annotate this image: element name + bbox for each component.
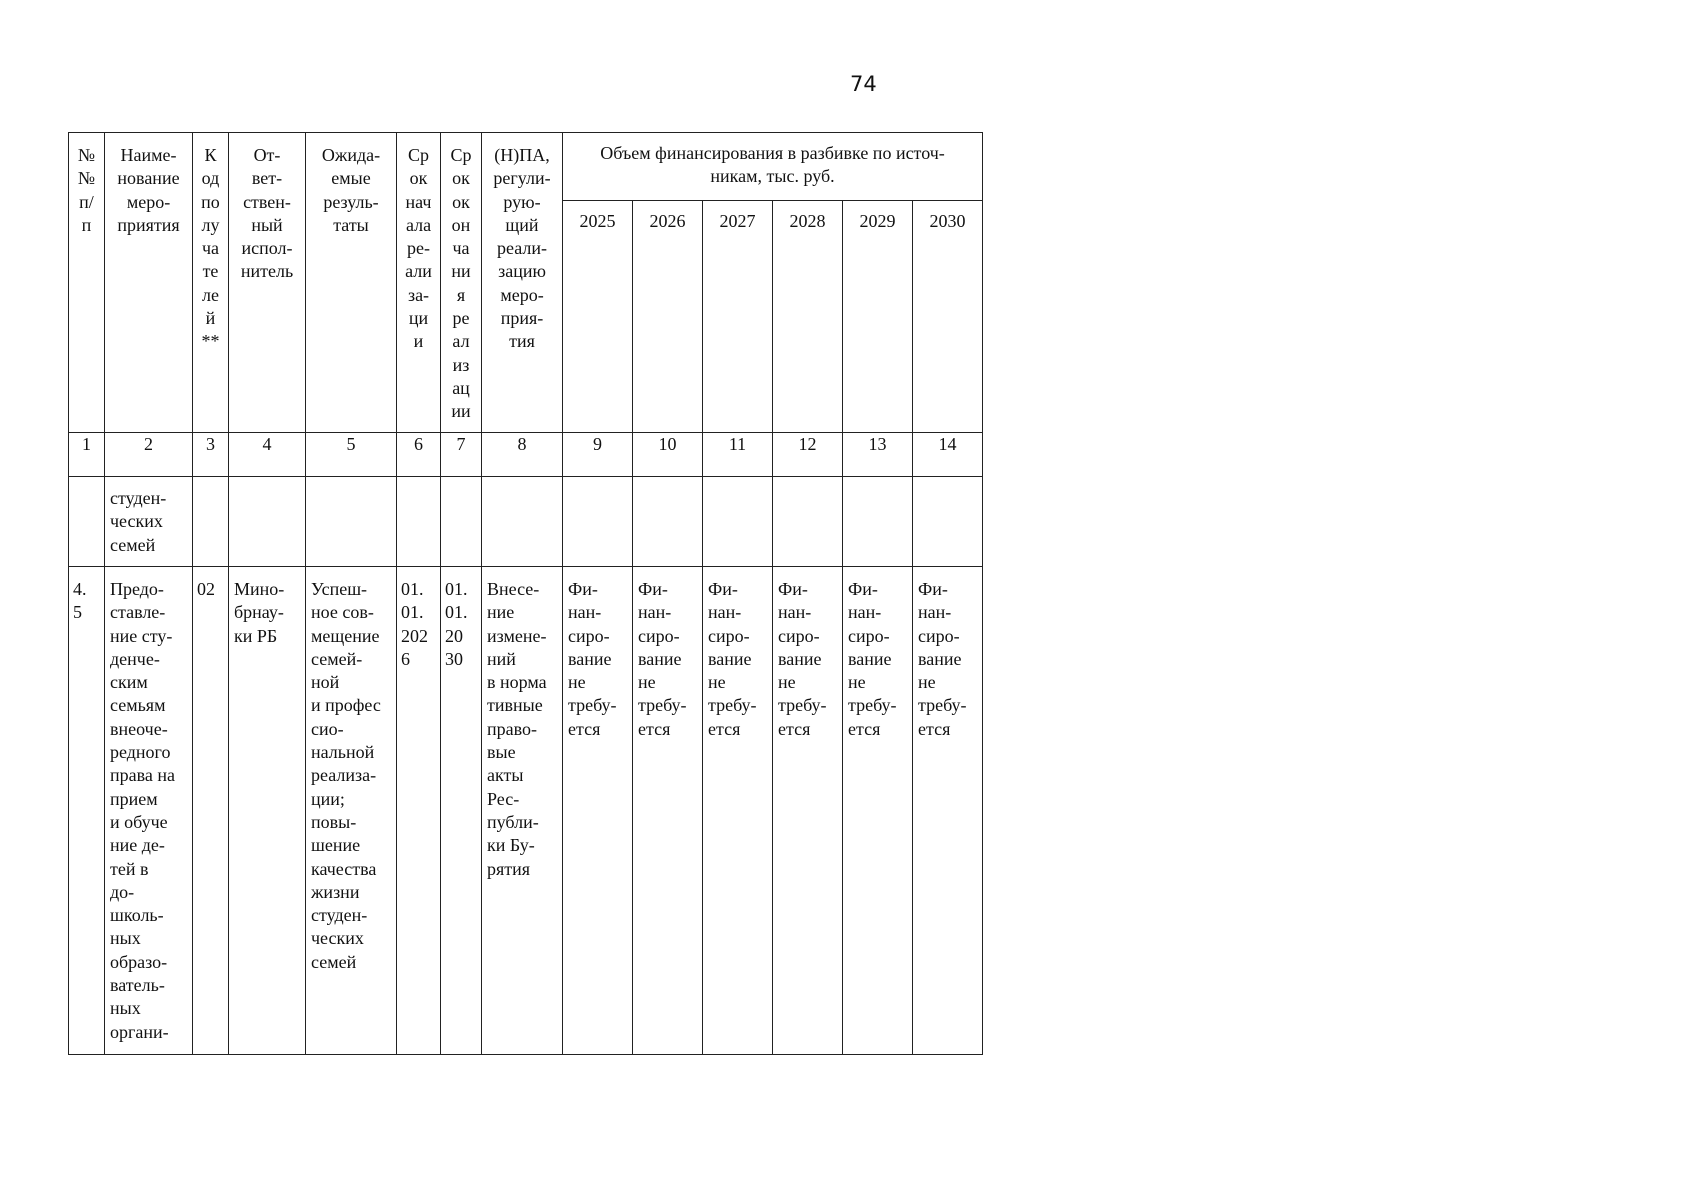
text-line: не bbox=[708, 672, 726, 693]
text-line: Ср bbox=[450, 145, 472, 165]
row-code-cell bbox=[193, 567, 229, 1055]
column-number: 5 bbox=[306, 433, 397, 477]
text-line: ных bbox=[110, 928, 141, 949]
text-line: качества bbox=[311, 858, 377, 879]
text-line: емые bbox=[331, 168, 371, 189]
text-line: студен- bbox=[311, 905, 368, 926]
text-line: акты bbox=[487, 765, 524, 786]
text-line: ных bbox=[110, 998, 141, 1019]
text-line: ческих bbox=[110, 511, 163, 532]
text-line: семей- bbox=[311, 648, 363, 669]
text-line: ется bbox=[568, 718, 601, 739]
text-line: 6 bbox=[401, 648, 410, 669]
text-line: не bbox=[918, 672, 936, 693]
text-line: Мино- bbox=[234, 579, 285, 599]
text-line: ал bbox=[452, 331, 470, 352]
row-name-cell bbox=[105, 567, 193, 1055]
column-number: 4 bbox=[229, 433, 306, 477]
text-line: Фи- bbox=[778, 579, 808, 599]
text-line: № bbox=[77, 145, 96, 165]
row-funding-2026-cell bbox=[633, 567, 703, 1055]
row-funding-2028-cell bbox=[773, 567, 843, 1055]
text-line: те bbox=[202, 261, 219, 282]
text-line: редного bbox=[110, 742, 171, 763]
text-line: 01. bbox=[445, 602, 468, 623]
text-line: школь- bbox=[110, 905, 164, 926]
text-line: испол- bbox=[241, 238, 293, 259]
text-line: ци bbox=[408, 308, 429, 329]
text-line: Ожида- bbox=[321, 145, 381, 165]
text-line: ставле- bbox=[110, 602, 166, 623]
text-line: семей bbox=[311, 951, 357, 972]
text-line: меро- bbox=[126, 191, 171, 212]
header-funding-title bbox=[563, 133, 983, 201]
cell-text bbox=[105, 567, 192, 1044]
text-line: брнау- bbox=[234, 602, 284, 623]
text-line: тей в bbox=[110, 858, 149, 879]
text-line: ре bbox=[452, 308, 470, 329]
cell-text bbox=[397, 567, 440, 671]
text-line: вание bbox=[918, 648, 962, 669]
text-line: Фи- bbox=[708, 579, 738, 599]
text-line: до- bbox=[110, 881, 135, 902]
text-line: От- bbox=[253, 145, 281, 165]
column-number: 14 bbox=[913, 433, 983, 477]
cell-text bbox=[69, 133, 104, 237]
header-year-2029: 2029 bbox=[843, 201, 913, 433]
text-line: Успеш- bbox=[311, 579, 368, 599]
header-code bbox=[193, 133, 229, 433]
text-line: ле bbox=[202, 284, 219, 305]
text-line: ний bbox=[487, 648, 516, 669]
text-line: ча bbox=[452, 238, 470, 259]
header-results bbox=[306, 133, 397, 433]
text-line: семьям bbox=[110, 695, 166, 716]
text-line: ии bbox=[451, 401, 471, 422]
text-line: требу- bbox=[778, 695, 827, 716]
text-line: резуль- bbox=[323, 191, 379, 212]
text-line: семей bbox=[110, 534, 156, 555]
text-line: 20 bbox=[445, 625, 463, 646]
text-line: таты bbox=[333, 214, 369, 235]
table-cell bbox=[306, 477, 397, 567]
text-line: й bbox=[205, 308, 216, 329]
text-line: ние сту- bbox=[110, 625, 173, 646]
text-line: ное сов- bbox=[311, 602, 374, 623]
column-number: 13 bbox=[843, 433, 913, 477]
row-funding-2029-cell bbox=[843, 567, 913, 1055]
text-line: сиро- bbox=[848, 625, 890, 646]
row-end-cell bbox=[441, 567, 482, 1055]
header-start bbox=[397, 133, 441, 433]
text-line: ние bbox=[487, 602, 515, 623]
header-year-2028: 2028 bbox=[773, 201, 843, 433]
column-number: 9 bbox=[563, 433, 633, 477]
text-line: Фи- bbox=[638, 579, 668, 599]
text-line: Фи- bbox=[568, 579, 598, 599]
text-line: нитель bbox=[240, 261, 294, 282]
text-line: ок bbox=[409, 168, 428, 189]
cell-text bbox=[105, 133, 192, 237]
text-line: тивные bbox=[487, 695, 543, 716]
text-line: Ср bbox=[407, 145, 429, 165]
cell-text bbox=[843, 567, 912, 741]
text-line: нач bbox=[405, 191, 432, 212]
header-end bbox=[441, 133, 482, 433]
table-cell bbox=[229, 477, 306, 567]
table-cell bbox=[397, 477, 441, 567]
text-line: нан- bbox=[918, 602, 952, 623]
text-line: ный bbox=[251, 214, 283, 235]
text-line: прием bbox=[110, 788, 158, 809]
text-line: ала bbox=[405, 214, 432, 235]
cell-text bbox=[69, 567, 104, 625]
text-line: ни bbox=[451, 261, 471, 282]
continuation-name-cell bbox=[105, 477, 193, 567]
text-line: вет- bbox=[251, 168, 283, 189]
text-line: ре- bbox=[407, 238, 430, 259]
text-line: вание bbox=[708, 648, 752, 669]
text-line: ется bbox=[918, 718, 951, 739]
text-line: ** bbox=[201, 331, 220, 352]
text-line: требу- bbox=[568, 695, 617, 716]
text-line: од bbox=[201, 168, 220, 189]
text-line: (Н)ПА, bbox=[494, 145, 550, 165]
text-line: Фи- bbox=[848, 579, 878, 599]
cell-text bbox=[306, 567, 396, 974]
cell-text bbox=[193, 133, 228, 354]
cell-text bbox=[703, 567, 772, 741]
text-line: права на bbox=[110, 765, 175, 786]
text-line: ствен- bbox=[243, 191, 291, 212]
text-line: 01. bbox=[445, 579, 468, 599]
row-funding-2025-cell bbox=[563, 567, 633, 1055]
cell-text bbox=[633, 567, 702, 741]
text-line: рятия bbox=[487, 858, 531, 879]
text-line: ча bbox=[201, 238, 220, 259]
text-line: нан- bbox=[638, 602, 672, 623]
row-funding-2027-cell bbox=[703, 567, 773, 1055]
text-line: из bbox=[452, 354, 470, 375]
text-line: али bbox=[405, 261, 432, 282]
text-line: денче- bbox=[110, 648, 160, 669]
table-cell bbox=[773, 477, 843, 567]
header-year-2027: 2027 bbox=[703, 201, 773, 433]
text-line: рую- bbox=[503, 191, 541, 212]
text-line: ной bbox=[311, 672, 340, 693]
text-line: щий bbox=[505, 214, 539, 235]
header-year-2030: 2030 bbox=[913, 201, 983, 433]
text-line: ац bbox=[452, 377, 470, 398]
text-line: лу bbox=[201, 214, 220, 235]
text-line: шение bbox=[311, 835, 361, 856]
header-row bbox=[69, 133, 983, 201]
text-line: не bbox=[568, 672, 586, 693]
text-line: и профес bbox=[311, 695, 381, 716]
table-cell bbox=[703, 477, 773, 567]
table-cell bbox=[633, 477, 703, 567]
text-line: сиро- bbox=[708, 625, 750, 646]
text-line: 01. bbox=[401, 602, 424, 623]
column-number: 6 bbox=[397, 433, 441, 477]
text-line: требу- bbox=[708, 695, 757, 716]
text-line: Объем финансирования в разбивке по источ- bbox=[600, 143, 945, 163]
text-line: никам, тыс. руб. bbox=[710, 166, 835, 187]
text-line: нование bbox=[117, 168, 180, 189]
text-line: органи- bbox=[110, 1021, 169, 1042]
cell-text bbox=[229, 133, 305, 284]
text-line: требу- bbox=[848, 695, 897, 716]
table-cell bbox=[482, 477, 563, 567]
text-line: ческих bbox=[311, 928, 364, 949]
cell-text bbox=[105, 477, 192, 557]
text-line: ским bbox=[110, 672, 148, 693]
text-line: 4. bbox=[73, 579, 87, 599]
text-line: 5 bbox=[73, 602, 82, 623]
header-year-2026: 2026 bbox=[633, 201, 703, 433]
text-line: нан- bbox=[708, 602, 742, 623]
text-line: тия bbox=[509, 331, 535, 352]
text-line: в норма bbox=[487, 672, 547, 693]
column-number: 1 bbox=[69, 433, 105, 477]
text-line: ется bbox=[848, 718, 881, 739]
table-cell bbox=[193, 477, 229, 567]
text-line: прия- bbox=[500, 308, 544, 329]
cell-text bbox=[441, 567, 481, 671]
text-line: Фи- bbox=[918, 579, 948, 599]
text-line: и обуче bbox=[110, 811, 168, 832]
column-number: 2 bbox=[105, 433, 193, 477]
row-executor-cell bbox=[229, 567, 306, 1055]
text-line: приятия bbox=[117, 214, 180, 235]
text-line: ок bbox=[452, 191, 470, 212]
table-cell bbox=[69, 477, 105, 567]
row-no-cell bbox=[69, 567, 105, 1055]
text-line: сиро- bbox=[778, 625, 820, 646]
column-number-row bbox=[69, 433, 983, 477]
activity-plan-table bbox=[68, 132, 983, 1055]
cell-text bbox=[482, 567, 562, 881]
text-line: сио- bbox=[311, 718, 344, 739]
text-line: реали- bbox=[497, 238, 547, 259]
text-line: вые bbox=[487, 742, 516, 763]
text-line: вание bbox=[778, 648, 822, 669]
cell-text bbox=[306, 133, 396, 237]
text-line: 202 bbox=[401, 625, 428, 646]
text-line: по bbox=[201, 191, 220, 212]
text-line: п bbox=[81, 214, 92, 235]
text-line: он bbox=[451, 214, 471, 235]
text-line: нальной bbox=[311, 742, 375, 763]
row-funding-2030-cell bbox=[913, 567, 983, 1055]
text-line: ется bbox=[708, 718, 741, 739]
text-line: нан- bbox=[568, 602, 602, 623]
text-line: К bbox=[204, 145, 217, 165]
text-line: Рес- bbox=[487, 788, 520, 809]
text-line: сиро- bbox=[638, 625, 680, 646]
text-line: ки РБ bbox=[234, 625, 278, 646]
text-line: внеоче- bbox=[110, 718, 168, 739]
cell-text bbox=[397, 133, 440, 354]
text-line: требу- bbox=[638, 695, 687, 716]
text-line: сиро- bbox=[568, 625, 610, 646]
text-line: № bbox=[77, 168, 96, 189]
text-line: образо- bbox=[110, 951, 168, 972]
cell-text bbox=[563, 133, 982, 189]
text-line: 01. bbox=[401, 579, 424, 599]
text-line: ется bbox=[638, 718, 671, 739]
continuation-row bbox=[69, 477, 983, 567]
text-line: нан- bbox=[778, 602, 812, 623]
column-number: 11 bbox=[703, 433, 773, 477]
text-line: измене- bbox=[487, 625, 547, 646]
text-line: требу- bbox=[918, 695, 967, 716]
text-line: зацию bbox=[498, 261, 546, 282]
text-line: п/ bbox=[79, 191, 94, 212]
text-line: ние де- bbox=[110, 835, 165, 856]
column-number: 12 bbox=[773, 433, 843, 477]
table-cell bbox=[563, 477, 633, 567]
header-year-2025: 2025 bbox=[563, 201, 633, 433]
table-cell bbox=[913, 477, 983, 567]
header-npa bbox=[482, 133, 563, 433]
column-number: 10 bbox=[633, 433, 703, 477]
column-number: 3 bbox=[193, 433, 229, 477]
cell-text bbox=[441, 133, 481, 424]
header-executor bbox=[229, 133, 306, 433]
row-start-cell bbox=[397, 567, 441, 1055]
cell-text bbox=[563, 567, 632, 741]
text-line: вание bbox=[848, 648, 892, 669]
text-line: вание bbox=[568, 648, 612, 669]
table-row-4-5 bbox=[69, 567, 983, 1055]
row-results-cell bbox=[306, 567, 397, 1055]
page-number: 74 bbox=[850, 72, 877, 96]
cell-text bbox=[193, 567, 228, 601]
text-line: не bbox=[638, 672, 656, 693]
text-line: жизни bbox=[311, 881, 360, 902]
text-line: право- bbox=[487, 718, 537, 739]
text-line: Предо- bbox=[110, 579, 164, 599]
text-line: реализа- bbox=[311, 765, 377, 786]
text-line: вание bbox=[638, 648, 682, 669]
text-line: нан- bbox=[848, 602, 882, 623]
header-no bbox=[69, 133, 105, 433]
table-cell bbox=[843, 477, 913, 567]
text-line: я bbox=[456, 284, 466, 305]
text-line: студен- bbox=[110, 488, 167, 508]
text-line: Внесе- bbox=[487, 579, 540, 599]
text-line: сиро- bbox=[918, 625, 960, 646]
table-cell bbox=[441, 477, 482, 567]
text-line: не bbox=[778, 672, 796, 693]
text-line: мещение bbox=[311, 625, 380, 646]
text-line: ется bbox=[778, 718, 811, 739]
text-line: меро- bbox=[500, 284, 544, 305]
text-line: 02 bbox=[197, 579, 215, 599]
text-line: ок bbox=[452, 168, 470, 189]
cell-text bbox=[913, 567, 982, 741]
text-line: 30 bbox=[445, 648, 463, 669]
cell-text bbox=[229, 567, 305, 648]
text-line: за- bbox=[407, 284, 430, 305]
text-line: повы- bbox=[311, 811, 357, 832]
column-number: 7 bbox=[441, 433, 482, 477]
text-line: Наиме- bbox=[120, 145, 177, 165]
cell-text bbox=[773, 567, 842, 741]
text-line: не bbox=[848, 672, 866, 693]
header-name bbox=[105, 133, 193, 433]
text-line: публи- bbox=[487, 811, 539, 832]
text-line: ции; bbox=[311, 788, 345, 809]
text-line: ки Бу- bbox=[487, 835, 535, 856]
column-number: 8 bbox=[482, 433, 563, 477]
cell-text bbox=[482, 133, 562, 354]
text-line: и bbox=[413, 331, 424, 352]
text-line: регули- bbox=[493, 168, 551, 189]
row-npa-cell bbox=[482, 567, 563, 1055]
text-line: ватель- bbox=[110, 975, 165, 996]
